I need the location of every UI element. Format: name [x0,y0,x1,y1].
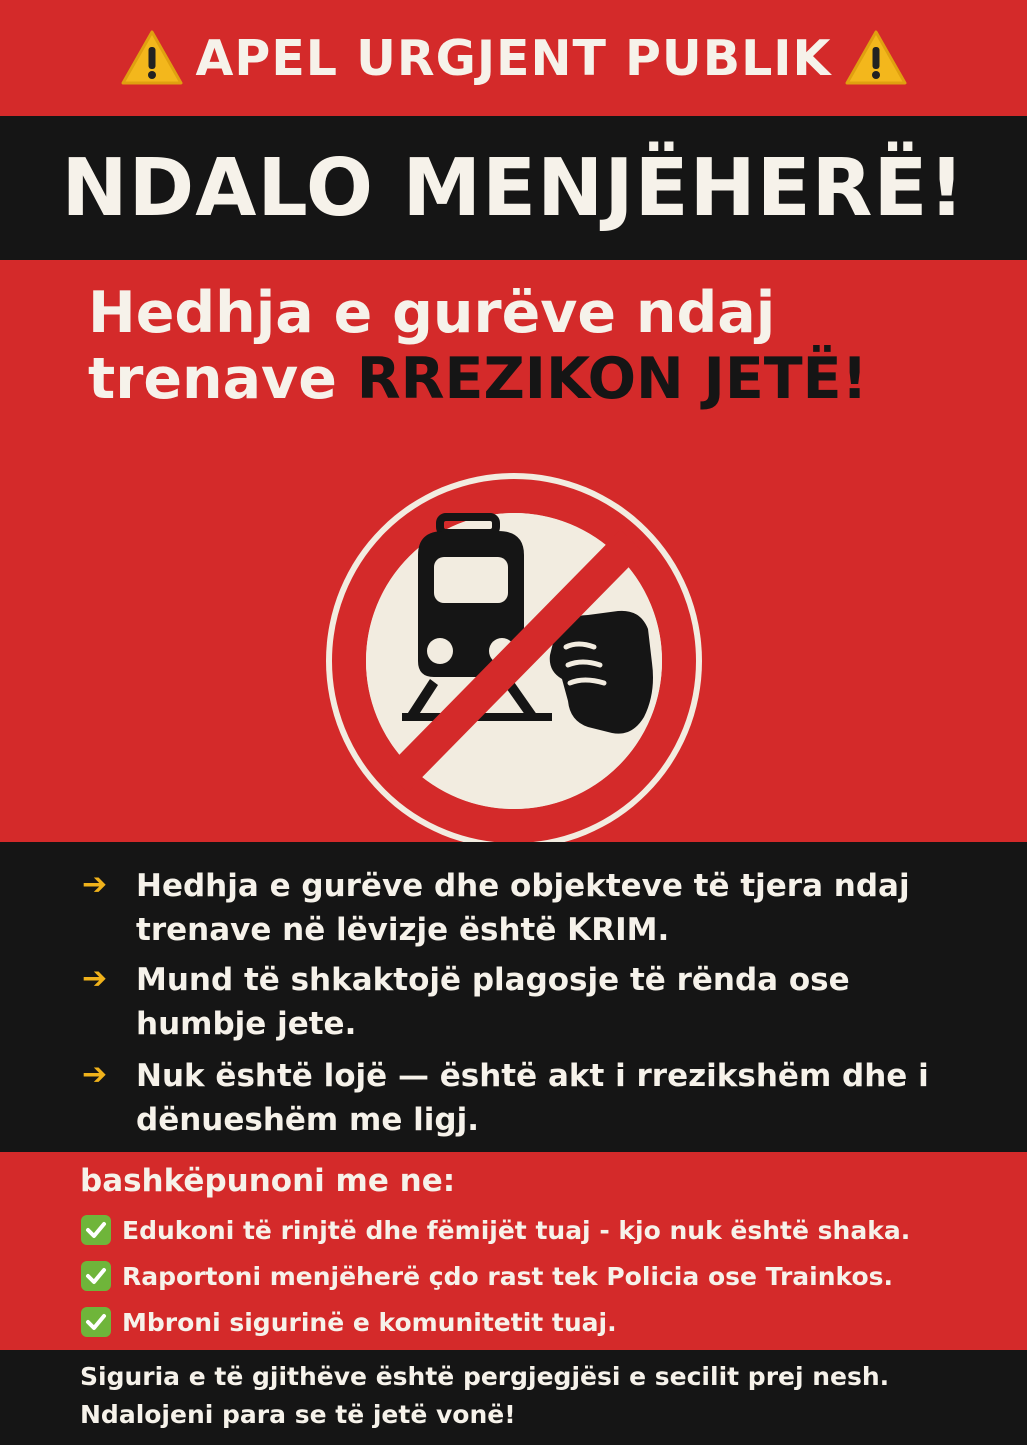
header-title: APEL URGJENT PUBLIK [195,29,832,87]
headline-line-1: Hedhja e gurëve ndaj [88,280,776,346]
fact-item [82,958,982,1046]
check-mark-icon [80,1306,112,1338]
warning-triangle-icon [120,29,184,87]
cooperation-item-text: Raportoni menjëherë çdo rast tek Policia ose Trainkos. [122,1261,894,1291]
stop-banner [0,116,1027,260]
cooperation-item [80,1260,893,1292]
cooperation-item-text: Mbroni sigurinë e komunitetit tuaj. [122,1307,617,1337]
stop-banner-text: NDALO MENJËHERË! [61,142,966,234]
cooperation-item [80,1306,617,1338]
no-throwing-stones-at-train-icon [318,465,710,857]
footer-line-1: Siguria e të gjithëve është pergjegjësi e secilit prej nesh. [80,1362,890,1391]
check-mark-icon [80,1260,112,1292]
fact-text: Hedhja e gurëve dhe objekteve të tjera ndaj trenave në lëvizje është KRIM. [136,868,910,948]
fact-item [82,864,982,952]
fact-text: Mund të shkaktojë plagosje të rënda ose humbje jete. [136,962,850,1042]
arrow-right-icon: ➔ [82,1057,108,1092]
arrow-right-icon: ➔ [82,961,108,996]
headline [88,280,1008,412]
footer-line-2: Ndalojeni para se të jetë vonë! [80,1400,516,1429]
fact-item [82,1054,982,1142]
cooperation-title: bashkëpunoni me ne: [80,1163,456,1199]
check-mark-icon [80,1214,112,1246]
headline-emphasis: RREZIKON JETË! [356,346,868,412]
footer-band [0,1350,1027,1445]
fact-text: Nuk është lojë — është akt i rrezikshëm dhe i dënueshëm me ligj. [136,1058,929,1138]
warning-triangle-icon [844,29,908,87]
arrow-right-icon: ➔ [82,867,108,902]
headline-line-2 [88,346,1008,412]
facts-section [0,842,1027,1152]
header-band [0,0,1027,116]
headline-line-2-start: trenave [88,346,337,412]
cooperation-item [80,1214,910,1246]
cooperation-item-text: Edukoni të rinjtë dhe fëmijët tuaj - kjo nuk është shaka. [122,1215,911,1245]
